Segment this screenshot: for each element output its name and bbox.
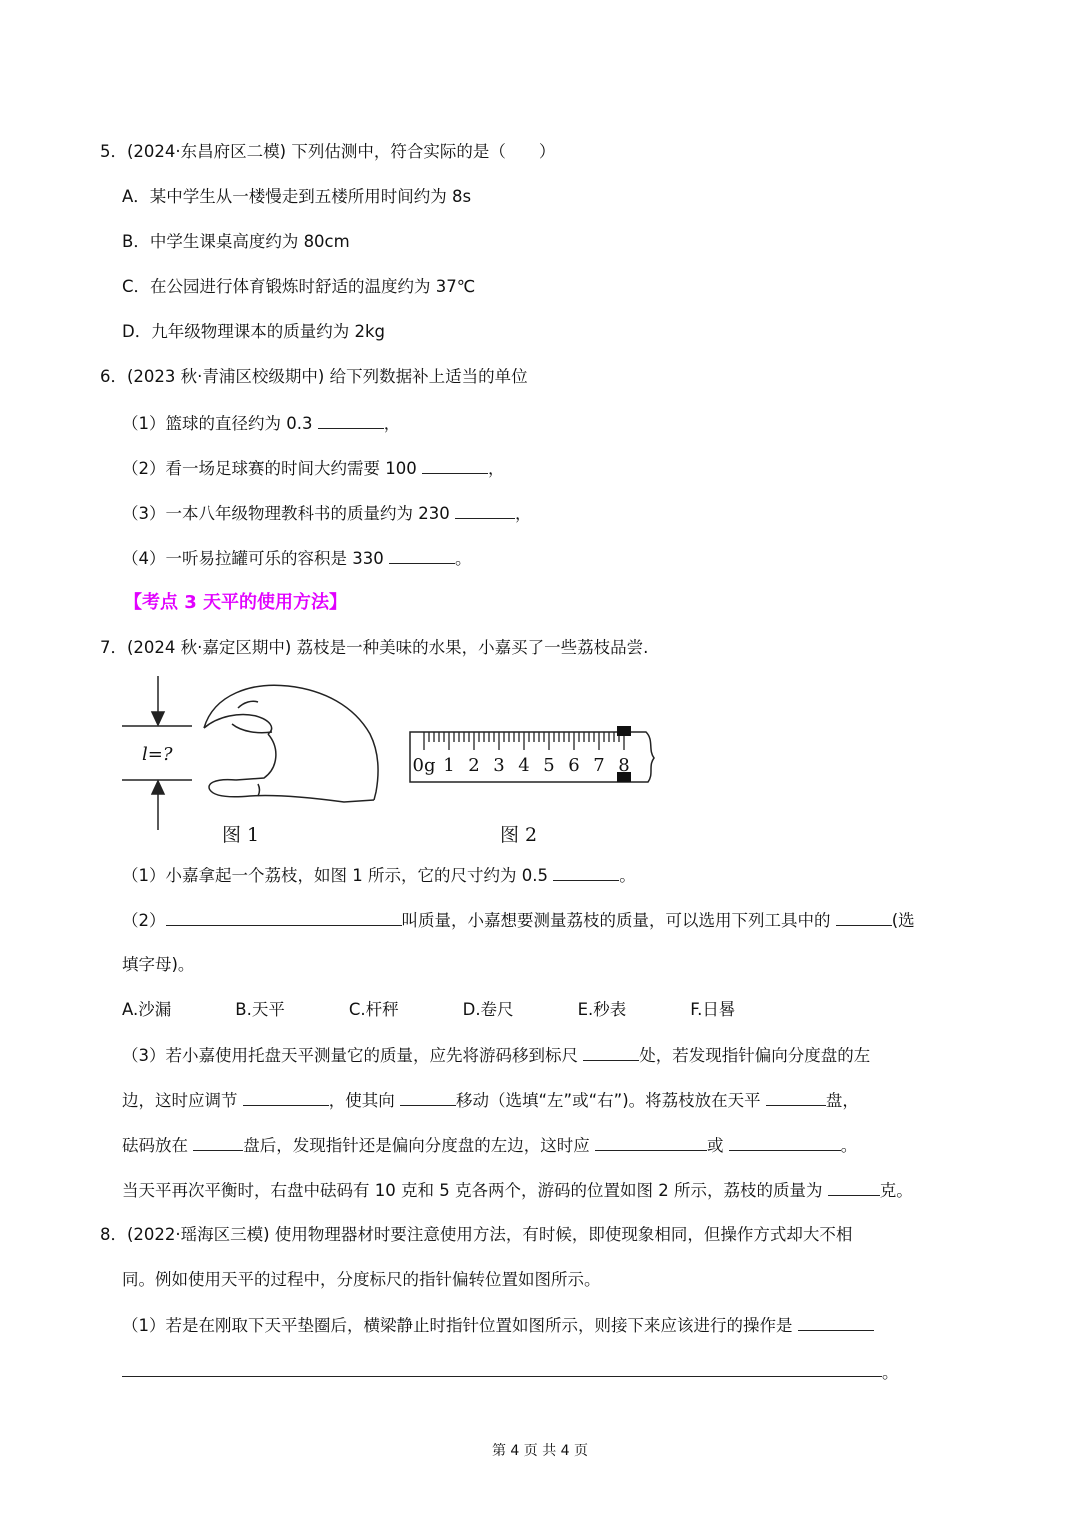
fig2-tick-label: 0g (412, 755, 436, 776)
fig2-tick-label: 7 (593, 755, 605, 776)
q7-p2a-mid: 叫质量，小嘉想要测量荔枝的质量，可以选用下列工具中的 (401, 911, 836, 930)
q6-blank-3[interactable] (455, 502, 515, 519)
q7-p3d-t2: 克。 (879, 1181, 913, 1200)
fig2-rider-top[interactable] (617, 726, 631, 736)
fig2-label-group (413, 755, 630, 776)
section-heading: 【考点 3 天平的使用方法】 (124, 592, 348, 613)
fig2-tick-label: 3 (493, 755, 505, 776)
q5-option-d: D．九年级物理课本的质量约为 2kg (122, 322, 385, 341)
figure-2 (404, 700, 656, 786)
fig2-tick-label: 2 (468, 755, 480, 776)
fig2-tick-label: 4 (518, 755, 530, 776)
q7-p2a (122, 909, 915, 932)
q6-item-4-text: （4）一听易拉罐可乐的容积是 330 (122, 549, 389, 568)
q8-stem-2: 同。例如使用天平的过程中，分度标尺的指针偏转位置如图所示。 (122, 1270, 601, 1289)
q6-item-1 (122, 412, 400, 435)
q6-item-4 (122, 547, 471, 570)
q7-p3-blank-2[interactable] (243, 1089, 329, 1106)
q7-stem: 7．(2024 秋·嘉定区期中) 荔枝是一种美味的水果，小嘉买了一些荔枝品尝. (100, 638, 649, 657)
fig1-caption: 图 1 (222, 824, 260, 846)
figure-1 (118, 672, 388, 834)
q7-p3c-t4: 。 (840, 1136, 858, 1155)
page-footer: 第 4 页 共 4 页 (491, 1443, 589, 1459)
q7-choice-f: F.日晷 (690, 1000, 736, 1019)
q7-choice-a: A.沙漏 (122, 1000, 172, 1019)
q7-choice-c: C.杆秤 (348, 1000, 399, 1019)
q6-item-2-end: ， (487, 459, 505, 478)
fig1-finger-1 (232, 724, 272, 733)
q7-p3c (122, 1134, 857, 1157)
q7-p3a (122, 1044, 870, 1067)
q7-p3-blank-6[interactable] (595, 1134, 707, 1151)
fig1-finger-2 (236, 734, 276, 780)
q7-p3a-t1: （3）若小嘉使用托盘天平测量它的质量，应先将游码移到标尺 (122, 1046, 584, 1065)
fig2-tick-label: 6 (568, 755, 580, 776)
q5-option-a: A．某中学生从一楼慢走到五楼所用时间约为 8s (122, 187, 472, 206)
q7-p1-text: （1）小嘉拿起一个荔枝，如图 1 所示，它的尺寸约为 0.5 (122, 866, 554, 885)
fig2-tick-label: 8 (618, 755, 630, 776)
q7-p3c-t2: 盘后，发现指针还是偏向分度盘的左边，这时应 (243, 1136, 595, 1155)
q7-p3d (122, 1179, 913, 1202)
q7-p1 (122, 864, 636, 887)
q7-p3a-t2: 处，若发现指针偏向分度盘的左 (639, 1046, 871, 1065)
q7-p3-blank-8[interactable] (828, 1179, 880, 1196)
fig1-label: l=? (142, 744, 173, 765)
fig1-thumb (204, 715, 272, 735)
q7-p3-blank-4[interactable] (766, 1089, 826, 1106)
q6-item-1-text: （1）篮球的直径约为 0.3 (122, 414, 318, 433)
q6-item-1-end: ， (383, 414, 401, 433)
q7-p3-blank-3[interactable] (400, 1089, 456, 1106)
fig2-caption: 图 2 (500, 824, 538, 846)
fig1-top-arrow-head (152, 712, 164, 725)
q7-p2b: 填字母)。 (122, 955, 195, 974)
q7-p3b-t1: 边，这时应调节 (122, 1091, 243, 1110)
q8-p1-blank-1[interactable] (798, 1314, 874, 1331)
q7-p2a-end: (选 (891, 911, 915, 930)
q6-item-2 (122, 457, 504, 480)
q7-p1-end: 。 (619, 866, 636, 885)
q7-p3b-t2: ，使其向 (328, 1091, 400, 1110)
q7-p3b-t3: 移动（选填“左”或“右”)。将荔枝放在天平 (456, 1091, 766, 1110)
q6-item-4-end: 。 (454, 549, 472, 568)
q7-p3b-t4: 盘， (825, 1091, 859, 1110)
q5-option-c: C．在公园进行体育锻炼时舒适的温度约为 37℃ (122, 277, 476, 296)
q8-stem-1: 8．(2022·瑶海区三模) 使用物理器材时要注意使用方法，有时候，即使现象相同，但操作方式却大不相 (100, 1225, 853, 1244)
q7-p2a-prefix: （2） (122, 911, 166, 930)
q7-p3-blank-5[interactable] (193, 1134, 243, 1151)
q5-option-b: B．中学生课桌高度约为 80cm (122, 232, 350, 251)
q6-stem: 6．(2023 秋·青浦区校级期中) 给下列数据补上适当的单位 (100, 367, 528, 386)
q6-blank-1[interactable] (318, 412, 384, 429)
q5-stem: 5．(2024·东昌府区二模) 下列估测中，符合实际的是（ ） (100, 142, 556, 161)
fig1-finger-tip (209, 780, 374, 802)
q6-item-2-text: （2）看一场足球赛的时间大约需要 100 (122, 459, 422, 478)
fig1-crease-1 (238, 701, 258, 708)
fig1-bottom-arrow-head (152, 781, 164, 794)
q6-item-3-end: ， (514, 504, 532, 523)
q6-blank-2[interactable] (422, 457, 488, 474)
q6-item-3 (122, 502, 531, 525)
q7-choice-e: E.秒表 (577, 1000, 627, 1019)
fig1-crease-2 (258, 784, 260, 796)
q6-item-3-text: （3）一本八年级物理教科书的质量约为 230 (122, 504, 455, 523)
fig2-tick-label: 1 (443, 755, 455, 776)
fig2-tick-group (424, 732, 624, 750)
q7-p3d-t1: 当天平再次平衡时，右盘中砝码有 10 克和 5 克各两个，游码的位置如图 2 所示，荔枝的质量为 (122, 1181, 828, 1200)
q7-choices (122, 999, 799, 1021)
fig1-hand-outline (204, 685, 378, 800)
q7-choice-b: B.天平 (235, 1000, 285, 1019)
q7-p3c-t3: 或 (707, 1136, 729, 1155)
q7-p2-blank-1[interactable] (166, 909, 402, 926)
q7-p2-blank-2[interactable] (836, 909, 892, 926)
q7-p3-blank-7[interactable] (729, 1134, 841, 1151)
q7-p3c-t1: 砝码放在 (122, 1136, 194, 1155)
q8-p1 (122, 1314, 874, 1337)
q6-blank-4[interactable] (389, 547, 455, 564)
q8-p1-text: （1）若是在刚取下天平垫圈后，横梁静止时指针位置如图所示，则接下来应该进行的操作是 (122, 1316, 798, 1335)
q8-p1-end: 。 (882, 1363, 899, 1382)
q8-p1-blank-2[interactable] (122, 1376, 882, 1377)
q7-choice-d: D.卷尺 (462, 1000, 514, 1019)
q7-p3-blank-1[interactable] (583, 1044, 639, 1061)
q7-p1-blank[interactable] (553, 864, 619, 881)
q7-p3b (122, 1089, 859, 1112)
fig2-tick-label: 5 (543, 755, 555, 776)
